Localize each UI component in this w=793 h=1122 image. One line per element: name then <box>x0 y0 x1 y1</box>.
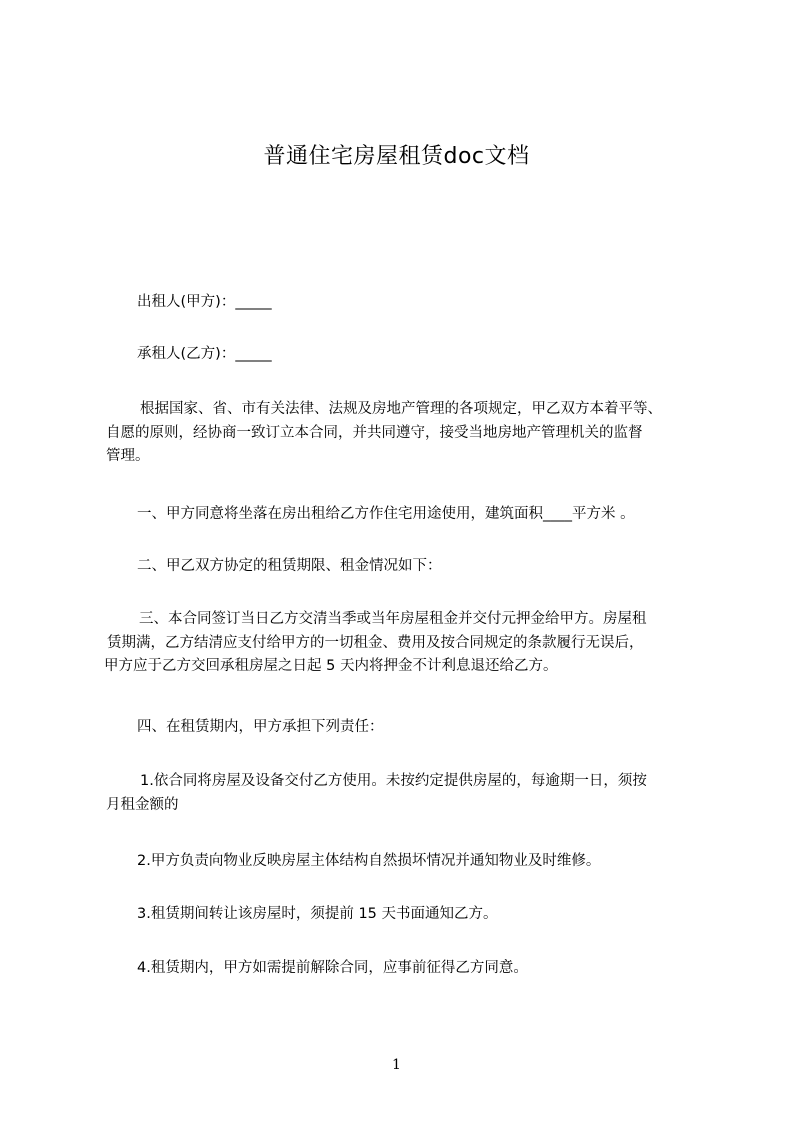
item-3: 3.租赁期间转让该房屋时，须提前 15 天书面通知乙方。 <box>137 906 498 922</box>
clause-3-line: 赁期满，乙方结清应支付给甲方的一切租金、费用及按合同规定的条款履行无误后， <box>107 634 644 651</box>
document-title: 普通住宅房屋租赁doc文档 <box>263 144 530 169</box>
preamble-paragraph <box>106 398 662 469</box>
clause-3-paragraph <box>104 608 647 679</box>
item-2: 2.甲方负责向物业反映房屋主体结构自然损坏情况并通知物业及时维修。 <box>137 853 601 869</box>
lessee-line: 承租人(乙方)：_____ <box>137 346 272 362</box>
preamble-line: 自愿的原则，经协商一致订立本合同，并共同遵守，接受当地房地产管理机关的监督 <box>106 424 643 441</box>
clause-3-line: 甲方应于乙方交回承租房屋之日起 5 天内将押金不计利息退还给乙方。 <box>104 658 558 674</box>
clause-3-line: 三、本合同签订当日乙方交清当季或当年房屋租金并交付元押金给甲方。房屋租 <box>139 611 647 627</box>
clause-2: 二、甲乙双方协定的租赁期限、租金情况如下： <box>137 558 442 574</box>
preamble-line: 根据国家、省、市有关法律、法规及房地产管理的各项规定，甲乙双方本着平等、 <box>140 401 662 417</box>
item-1-line: 月租金额的 <box>106 796 179 813</box>
preamble-line: 管理。 <box>106 448 150 464</box>
item-1-paragraph <box>106 770 647 817</box>
clause-1: 一、甲方同意将坐落在房出租给乙方作住宅用途使用，建筑面积____平方米 。 <box>137 506 635 522</box>
page-number: 1 <box>392 1057 401 1073</box>
lessor-line: 出租人(甲方)：_____ <box>137 294 272 310</box>
item-1-line: 1.依合同将房屋及设备交付乙方使用。未按约定提供房屋的，每逾期一日，须按 <box>140 773 647 789</box>
clause-4: 四、在租赁期内，甲方承担下列责任： <box>137 719 384 735</box>
item-4: 4.租赁期内，甲方如需提前解除合同，应事前征得乙方同意。 <box>137 960 528 976</box>
